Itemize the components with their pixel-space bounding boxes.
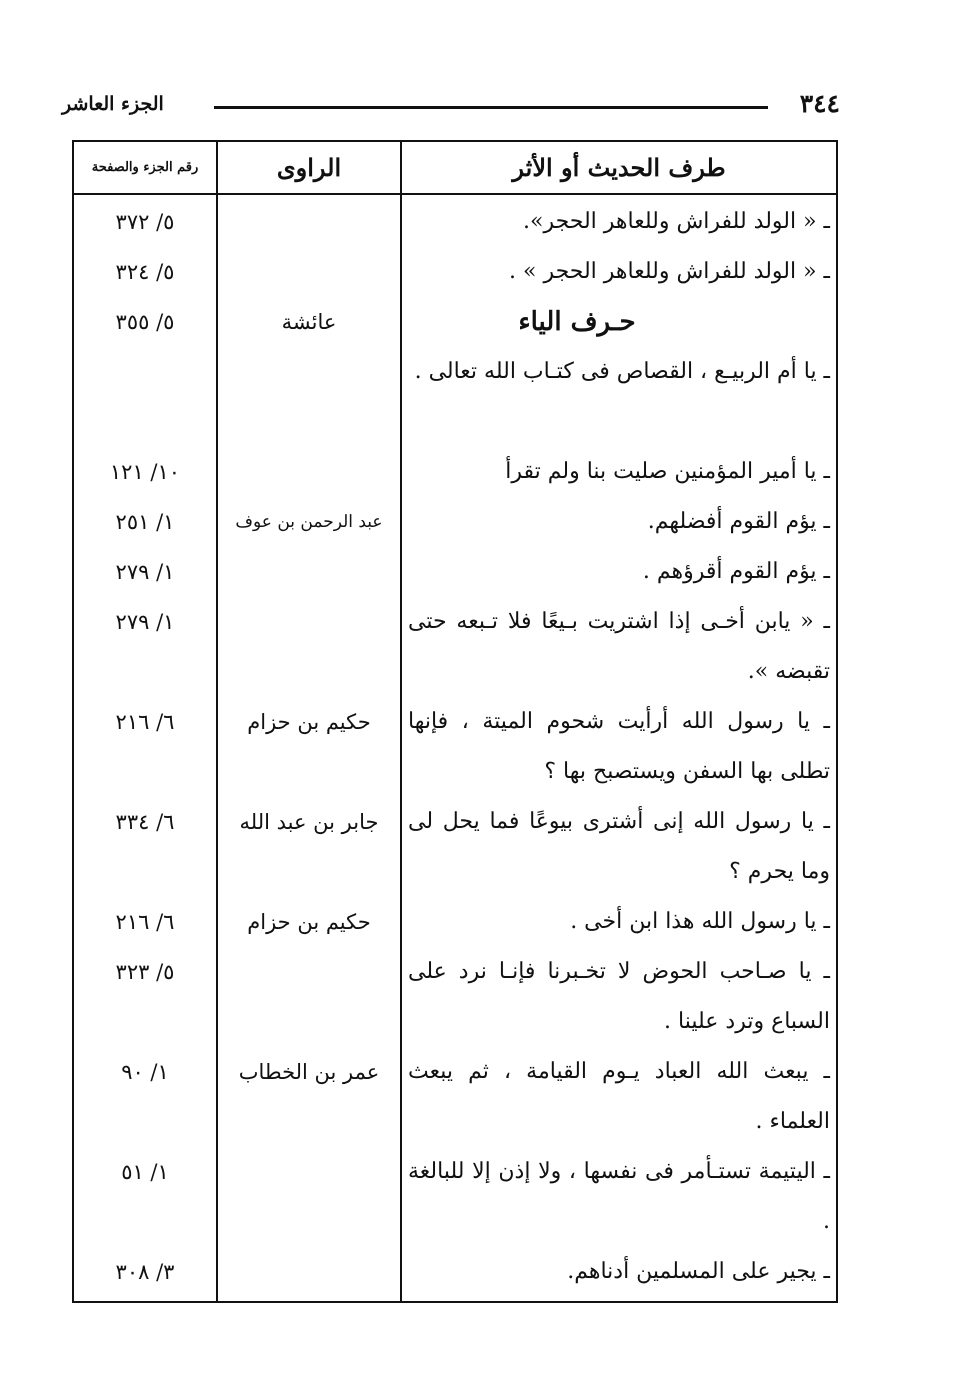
volume-page-ref: ٥/ ٣٥٥ (73, 297, 217, 347)
running-title: الجزء العاشر (62, 93, 164, 115)
narrator (217, 947, 401, 1047)
volume-page-ref: ٥/ ٣٢٤ (73, 247, 217, 297)
section-heading: حـرف الياء (401, 297, 837, 347)
volume-page-ref: ٦/ ٢١٦ (73, 897, 217, 947)
page-header (62, 84, 840, 124)
table-row (73, 497, 837, 547)
volume-page-ref: ١/ ٩٠ (73, 1047, 217, 1147)
table-row (73, 947, 837, 1047)
table-row (73, 1147, 837, 1247)
hadith-text: ـ يجير على المسلمين أدناهم. (401, 1247, 837, 1302)
column-header-hadith: طرف الحديث أو الأثر (401, 141, 837, 194)
volume-page-ref: ٥/ ٣٢٣ (73, 947, 217, 1047)
page-number: ٣٤٤ (799, 89, 840, 118)
narrator: عبد الرحمن بن عوف (217, 497, 401, 547)
volume-page-ref: ١/ ٢٧٩ (73, 547, 217, 597)
volume-page-ref: ٥/ ٣٧٢ (73, 194, 217, 247)
narrator (217, 347, 401, 447)
hadith-text: ـ يا رسول الله أرأيت شحوم الميتة ، فإنها تطلى بها السفن ويستصبح بها ؟ (401, 697, 837, 797)
table-row (73, 447, 837, 497)
volume-page-ref: ٦/ ٢١٦ (73, 697, 217, 797)
table-row (73, 897, 837, 947)
volume-page-ref: ٣/ ٣٠٨ (73, 1247, 217, 1302)
narrator: عمر بن الخطاب (217, 1047, 401, 1147)
narrator (217, 547, 401, 597)
narrator: جابر بن عبد الله (217, 797, 401, 897)
table-row (73, 194, 837, 247)
volume-page-ref: ١/ ٢٧٩ (73, 597, 217, 697)
hadith-text: ـ يا رسول الله إنى أشترى بيوعًا فما يحل لى وما يحرم ؟ (401, 797, 837, 897)
volume-page-ref: ١/ ٢٥١ (73, 497, 217, 547)
table-row (73, 597, 837, 697)
narrator (217, 597, 401, 697)
table-row (73, 797, 837, 897)
column-header-narrator: الراوى (217, 141, 401, 194)
volume-page-ref: ١٠/ ١٢١ (73, 447, 217, 497)
narrator (217, 1247, 401, 1302)
table-row (73, 547, 837, 597)
hadith-text: ـ اليتيمة تستـأمر فى نفسها ، ولا إذن إلا للبالغة . (401, 1147, 837, 1247)
table-row (73, 247, 837, 297)
header-rule (214, 106, 768, 109)
table-row (73, 297, 837, 347)
hadith-text: ـ يؤم القوم أقرؤهم . (401, 547, 837, 597)
narrator: عائشة (217, 297, 401, 347)
hadith-text: ـ يبعث الله العباد يـوم القيامة ، ثم يبعث العلماء . (401, 1047, 837, 1147)
narrator (217, 194, 401, 247)
table-header-row (73, 141, 837, 194)
narrator (217, 247, 401, 297)
table-row (73, 347, 837, 447)
table-row (73, 1047, 837, 1147)
hadith-text: ـ يا أم الربيـع ، القصاص فى كتـاب الله تعالى . (401, 347, 837, 447)
narrator: حكيم بن حزام (217, 897, 401, 947)
table-row (73, 697, 837, 797)
hadith-text: ـ يؤم القوم أفضلهم. (401, 497, 837, 547)
hadith-text: ـ يا أمير المؤمنين صليت بنا ولم تقرأ (401, 447, 837, 497)
hadith-text: ـ « الولد للفراش وللعاهر الحجر». (401, 194, 837, 247)
hadith-text: ـ « الولد للفراش وللعاهر الحجر » . (401, 247, 837, 297)
volume-page-ref (73, 347, 217, 447)
volume-page-ref: ٦/ ٣٣٤ (73, 797, 217, 897)
hadith-text: ـ يا رسول الله هذا ابن أخى . (401, 897, 837, 947)
narrator (217, 1147, 401, 1247)
hadith-text: ـ يا صـاحب الحوض لا تخـبرنا فإنـا نرد على السباع وترد علينا . (401, 947, 837, 1047)
hadith-index-table (72, 140, 838, 1303)
table-row (73, 1247, 837, 1302)
volume-page-ref: ١/ ٥١ (73, 1147, 217, 1247)
hadith-text: ـ « يابن أخـى إذا اشتريت بـيعًا فلا تـبعه حتى تقبضه ». (401, 597, 837, 697)
narrator (217, 447, 401, 497)
column-header-reference: رقم الجزء والصفحة (73, 141, 217, 194)
narrator: حكيم بن حزام (217, 697, 401, 797)
